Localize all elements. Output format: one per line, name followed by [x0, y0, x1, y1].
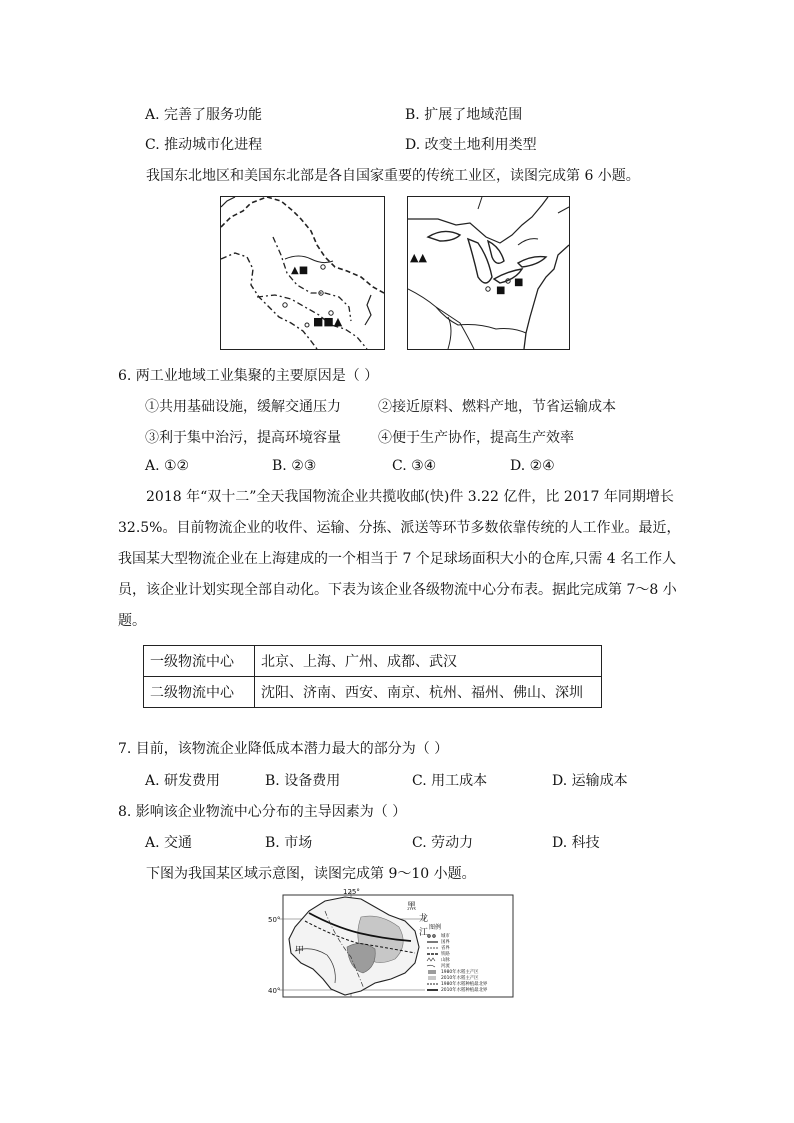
intro-question-6: 我国东北地区和美国东北部是各自国家重要的传统工业区，读图完成第 6 小题。 [146, 168, 640, 184]
northeast-china-map-graphic [221, 197, 384, 349]
table-cell-cities: 北京、上海、广州、成都、武汉 [255, 646, 602, 677]
northeast-usa-map-graphic [408, 197, 569, 349]
svg-text:■: ■ [514, 277, 524, 288]
lon-label: 125° [343, 888, 360, 896]
q6-option-b: B. ②③ [272, 458, 317, 474]
legend-item: 2010年水稻种植最北界 [441, 988, 488, 993]
question-6-stem: 6. 两工业地域工业集聚的主要原因是（ ） [118, 368, 379, 384]
q5-option-d: D. 改变土地利用类型 [405, 137, 537, 153]
table-cell-level: 一级物流中心 [144, 646, 255, 677]
legend-item: 1980年水稻主产区 [441, 970, 479, 975]
legend-item: 省界 [441, 946, 450, 951]
svg-text:▲▲: ▲▲ [410, 251, 427, 264]
intro-question-9-10: 下图为我国某区域示意图，读图完成第 9～10 小题。 [146, 866, 476, 882]
q6-item-3: ③利于集中治污，提高环境容量 [145, 430, 341, 446]
legend-title: 图例 [429, 924, 442, 931]
q5-option-b: B. 扩展了地域范围 [405, 107, 523, 123]
legend-item: 国界 [441, 940, 450, 945]
q6-option-d: D. ②④ [510, 458, 555, 474]
q6-item-4: ④便于生产协作，提高生产效率 [378, 430, 574, 446]
legend-item: 铁路 [441, 952, 450, 957]
q6-option-a: A. ①② [145, 458, 190, 474]
svg-text:■■▲: ■■▲ [313, 315, 343, 328]
river-jiang-label: 江 [419, 928, 429, 938]
q8-options-row [0, 832, 794, 852]
q8-option-a: A. 交通 [145, 835, 193, 851]
svg-text:■: ■ [496, 285, 506, 296]
svg-text:▲■: ▲■ [291, 265, 309, 276]
q7-option-b: B. 设备费用 [265, 773, 341, 789]
river-long-label: 龙 [419, 914, 429, 924]
logistics-centers-table [143, 645, 602, 708]
table-cell-cities: 沈阳、济南、西安、南京、杭州、福州、佛山、深圳 [255, 677, 602, 708]
river-hei-label: 黑 [407, 902, 417, 912]
passage-7-8: 2018 年“双十二”全天我国物流企业共揽收邮(快)件 3.22 亿件，比 2017 年同期增长 32.5%。目前物流企业的收件、运输、分拣、派送等环节多数依靠传统的人工作业。最近，我国某大型物流企业在上海建成的一个相当于 7 个足球场面积大小的仓库,只需 4 名工作人员，该企业计划实现全部自动化。下表为该企业各级物流中心分布表。据此完成第 7～8 小题。 [118, 489, 681, 629]
table-row [144, 646, 602, 677]
q5-option-a: A. 完善了服务功能 [145, 107, 263, 123]
legend-item: 2010年水稻主产区 [441, 976, 479, 981]
q6-options-row [0, 458, 794, 478]
lat-top-label: 50° [268, 916, 281, 924]
region-map [265, 887, 527, 1005]
q5-options-row-2 [0, 134, 794, 154]
northeast-usa-map [407, 196, 570, 350]
q5-option-c: C. 推动城市化进程 [145, 137, 263, 153]
q6-items-row-2 [0, 427, 794, 447]
legend-item: 城市 [441, 934, 450, 939]
q6-items-row-1 [0, 396, 794, 416]
q6-item-1: ①共用基础设施，缓解交通压力 [145, 399, 341, 415]
q8-option-c: C. 劳动力 [412, 835, 474, 851]
legend-item: 河流 [441, 964, 450, 969]
q7-option-a: A. 研发费用 [145, 773, 221, 789]
q7-options-row [0, 770, 794, 790]
table-row [144, 677, 602, 708]
northeast-china-map [220, 196, 385, 350]
legend-item: 山脉 [441, 958, 450, 963]
table-cell-level: 二级物流中心 [144, 677, 255, 708]
q8-option-d: D. 科技 [552, 835, 600, 851]
q6-option-c: C. ③④ [392, 458, 437, 474]
q7-option-c: C. 用工成本 [412, 773, 488, 789]
legend-item: 1980年水稻种植最北界 [441, 982, 488, 987]
region-map-graphic [265, 887, 527, 1005]
question-7-stem: 7. 目前，该物流企业降低成本潜力最大的部分为（ ） [118, 741, 449, 757]
q6-item-2: ②接近原料、燃料产地，节省运输成本 [378, 399, 616, 415]
lat-bottom-label: 40° [268, 987, 281, 995]
q8-option-b: B. 市场 [265, 835, 313, 851]
question-8-stem: 8. 影响该企业物流中心分布的主导因素为（ ） [118, 804, 407, 820]
q5-options-row-1 [0, 104, 794, 124]
place-jia-label: 甲 [295, 946, 305, 956]
q7-option-d: D. 运输成本 [552, 773, 628, 789]
